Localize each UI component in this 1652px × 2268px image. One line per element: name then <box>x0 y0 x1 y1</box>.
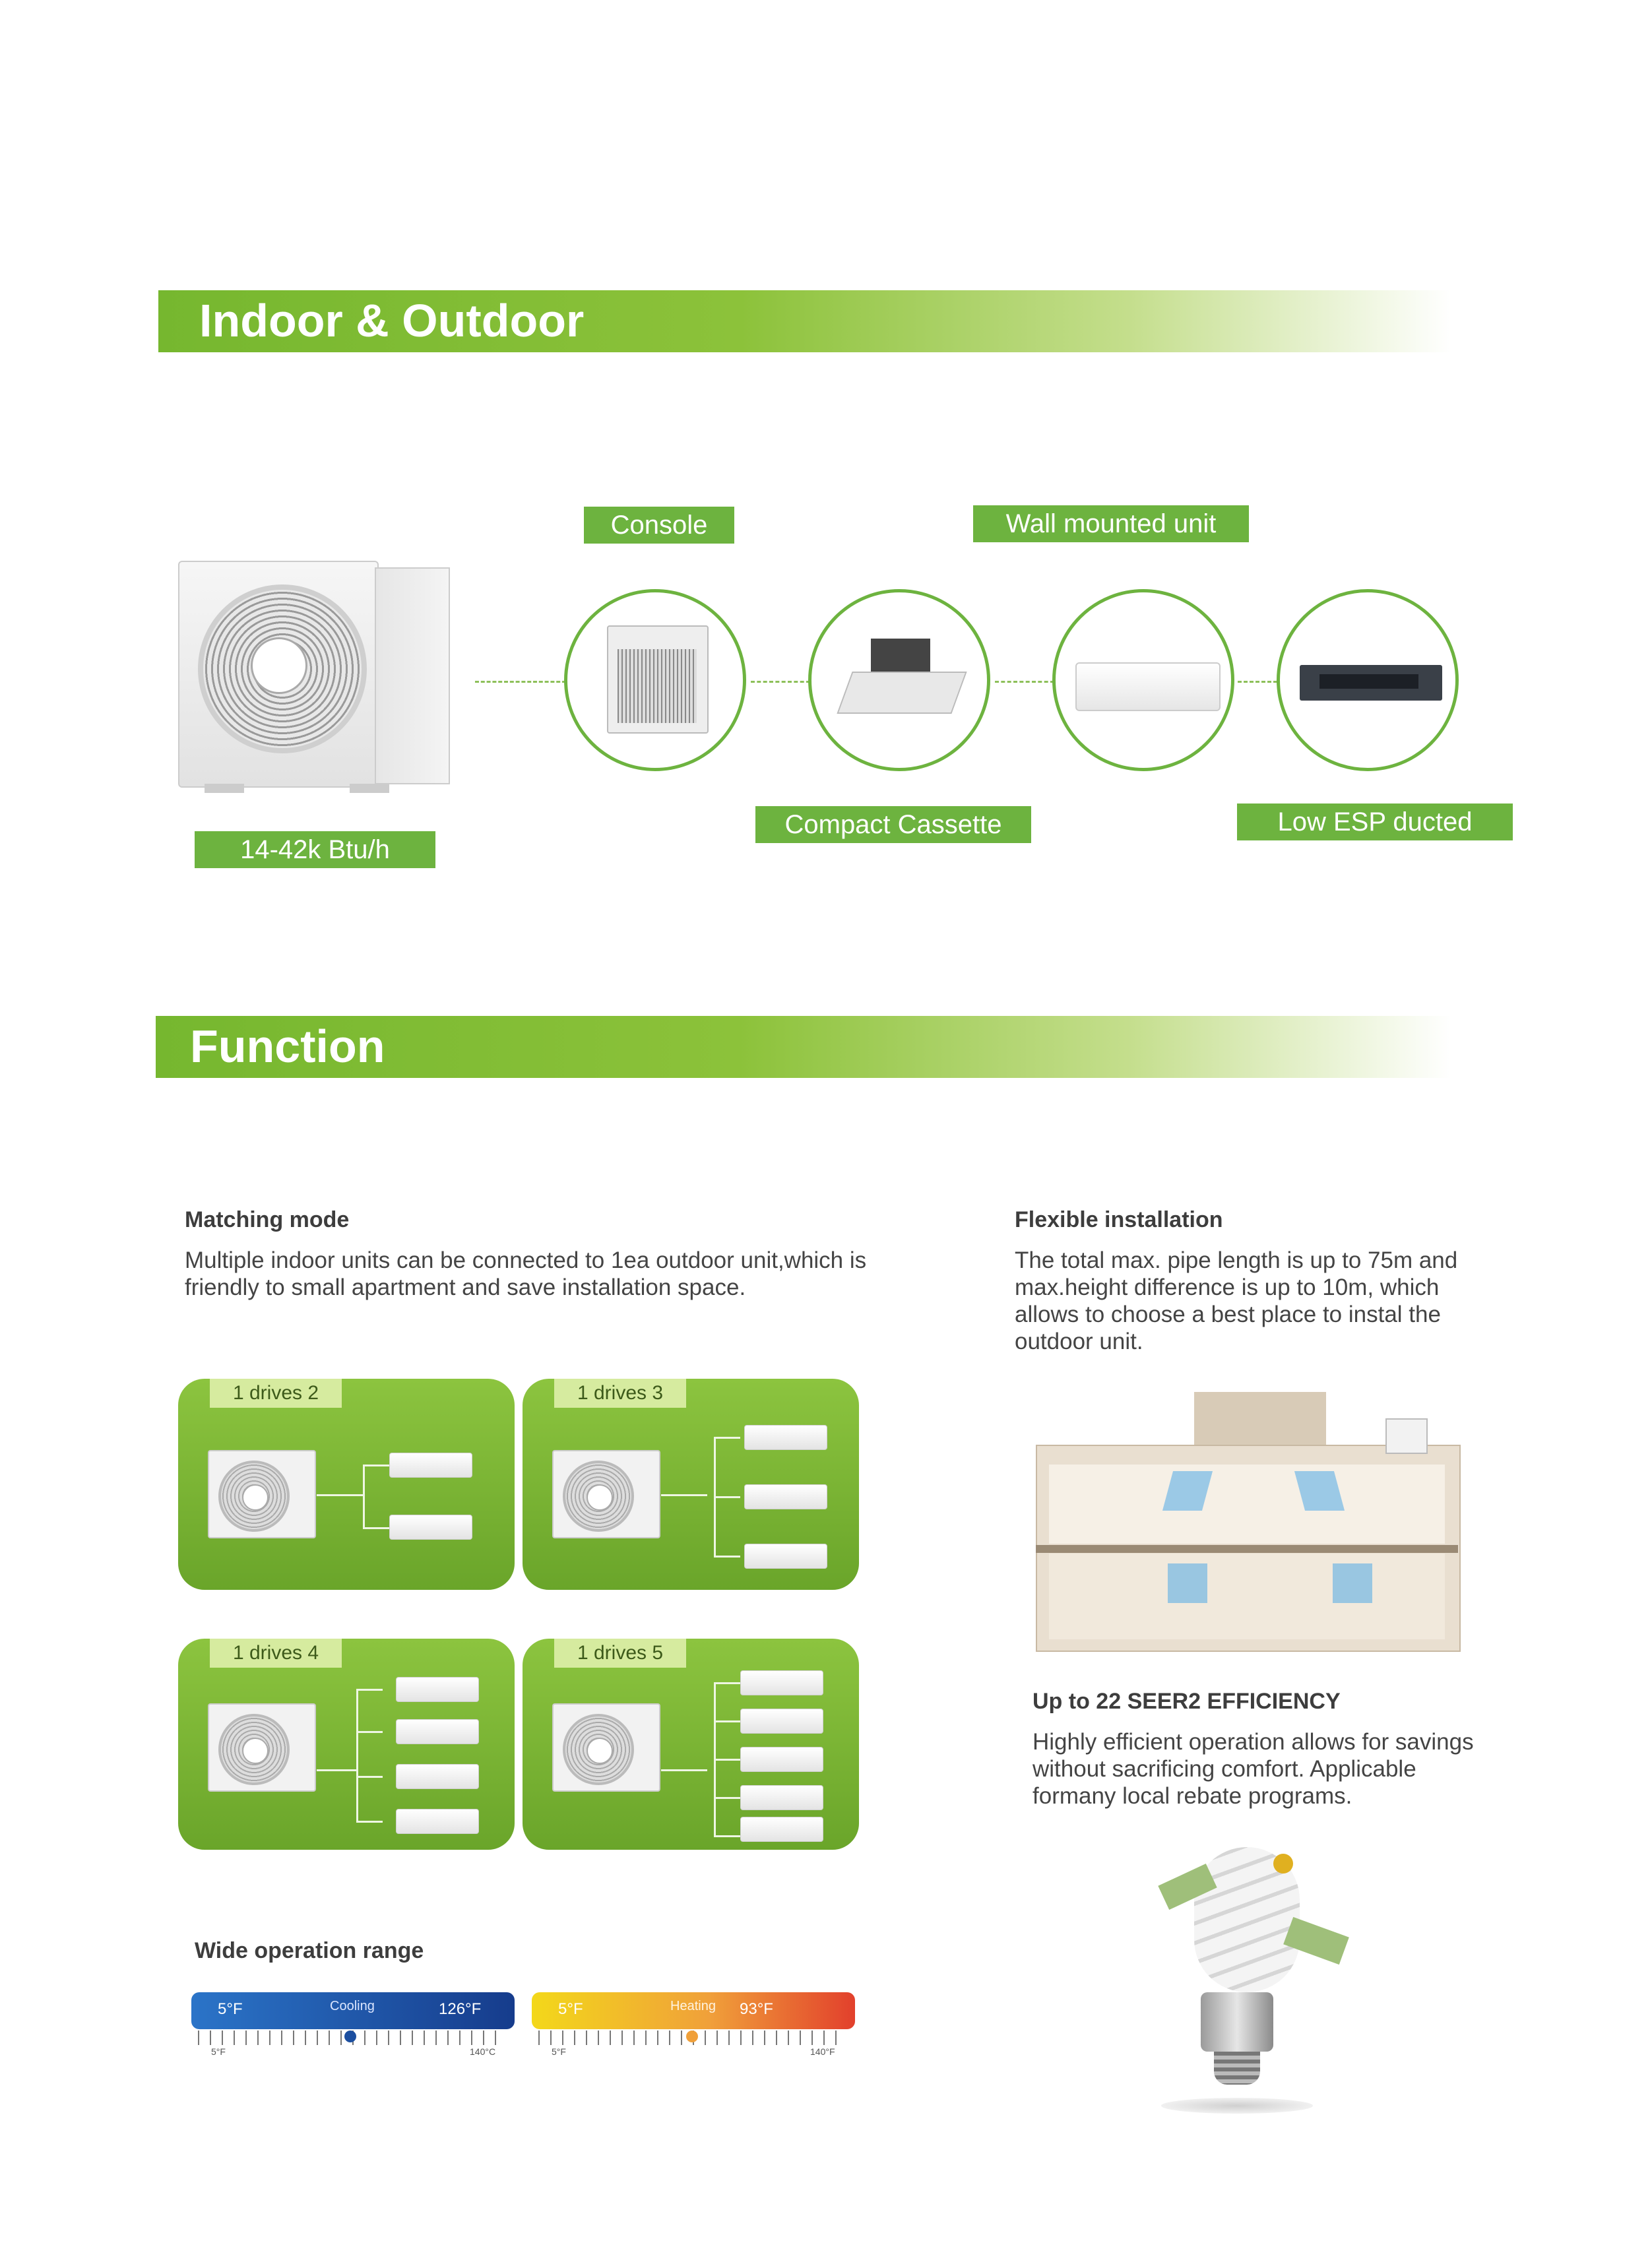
cooling-max: 126°F <box>439 2000 482 2018</box>
energy-bulb-illustration <box>1122 1834 1359 2124</box>
mini-outdoor-unit <box>552 1450 660 1538</box>
ducted-unit-circle <box>1277 589 1459 771</box>
mini-outdoor-unit <box>552 1703 660 1792</box>
wall-mounted-label: Wall mounted unit <box>973 505 1249 542</box>
mini-indoor-unit <box>396 1809 479 1834</box>
cooling-min: 5°F <box>218 2000 243 2018</box>
heating-label: Heating <box>670 1999 716 2013</box>
mini-indoor-unit <box>744 1484 827 1509</box>
mini-indoor-unit <box>740 1670 823 1695</box>
connector-line <box>995 681 1054 683</box>
connector-line <box>751 681 810 683</box>
section-title: Indoor & Outdoor <box>199 295 585 346</box>
mini-indoor-unit <box>396 1677 479 1702</box>
heating-min: 5°F <box>558 2000 583 2018</box>
compact-cassette-label: Compact Cassette <box>755 806 1031 843</box>
drives-panel-3 <box>523 1379 859 1590</box>
panel-tag: 1 drives 2 <box>210 1379 342 1408</box>
cooling-label: Cooling <box>330 1999 375 2013</box>
matching-mode-text: Multiple indoor units can be connected to 1ea outdoor unit,which is friendly to small apartment and save installation space. <box>185 1247 867 1300</box>
heating-scale-marker <box>686 2031 698 2042</box>
flexible-installation-title: Flexible installation <box>1015 1207 1223 1232</box>
flexible-installation-text: The total max. pipe length is up to 75m and max.height difference is up to 10m, which allows to choose a best place to instal the outdoor unit. <box>1015 1247 1458 1354</box>
cassette-unit-circle <box>808 589 990 771</box>
wall-unit-image <box>1075 662 1221 711</box>
cooling-scale-marker <box>344 2031 356 2042</box>
wall-unit-circle <box>1052 589 1234 771</box>
ducted-unit-image <box>1300 665 1442 701</box>
heating-scale-max: 140°F <box>810 2046 835 2057</box>
section-header-indoor-outdoor <box>158 290 1451 352</box>
outdoor-capacity-label: 14-42k Btu/h <box>195 831 435 868</box>
cooling-scale-max: 140°C <box>470 2046 496 2057</box>
house-illustration <box>1036 1392 1471 1656</box>
outdoor-unit-image <box>178 561 455 788</box>
mini-indoor-unit <box>740 1747 823 1772</box>
heating-max: 93°F <box>740 2000 773 2018</box>
cooling-range-bar <box>191 1992 515 2029</box>
mini-indoor-unit <box>740 1785 823 1810</box>
mini-indoor-unit <box>389 1453 472 1478</box>
panel-tag: 1 drives 5 <box>554 1639 686 1668</box>
heating-range-bar <box>532 1992 855 2029</box>
console-label: Console <box>584 507 734 544</box>
console-unit-image <box>607 625 709 734</box>
mini-outdoor-unit <box>208 1703 316 1792</box>
section-title: Function <box>190 1021 385 1072</box>
mini-indoor-unit <box>744 1544 827 1569</box>
connector-line <box>1238 681 1277 683</box>
mini-outdoor-unit <box>208 1450 316 1538</box>
mini-indoor-unit <box>396 1764 479 1789</box>
panel-tag: 1 drives 3 <box>554 1379 686 1408</box>
mini-indoor-unit <box>396 1719 479 1744</box>
cassette-unit-image <box>844 639 957 718</box>
connector-line <box>475 681 566 683</box>
mini-indoor-unit <box>740 1817 823 1842</box>
seer-efficiency-title: Up to 22 SEER2 EFFICIENCY <box>1032 1689 1341 1714</box>
mini-indoor-unit <box>740 1709 823 1734</box>
mini-indoor-unit <box>389 1515 472 1540</box>
cooling-scale-min: 5°F <box>211 2046 226 2057</box>
section-header-function <box>156 1016 1451 1078</box>
drives-panel-2 <box>178 1379 515 1590</box>
mini-indoor-unit <box>744 1425 827 1450</box>
operation-range-title: Wide operation range <box>195 1938 424 1963</box>
drives-panel-5 <box>523 1639 859 1850</box>
low-esp-ducted-label: Low ESP ducted <box>1237 803 1513 840</box>
matching-mode-title: Matching mode <box>185 1207 350 1232</box>
drives-panel-4 <box>178 1639 515 1850</box>
panel-tag: 1 drives 4 <box>210 1639 342 1668</box>
console-unit-circle <box>564 589 746 771</box>
seer-efficiency-text: Highly efficient operation allows for savings without sacrificing comfort. Applicable formany local rebate programs. <box>1032 1729 1474 1809</box>
heating-scale-min: 5°F <box>552 2046 566 2057</box>
